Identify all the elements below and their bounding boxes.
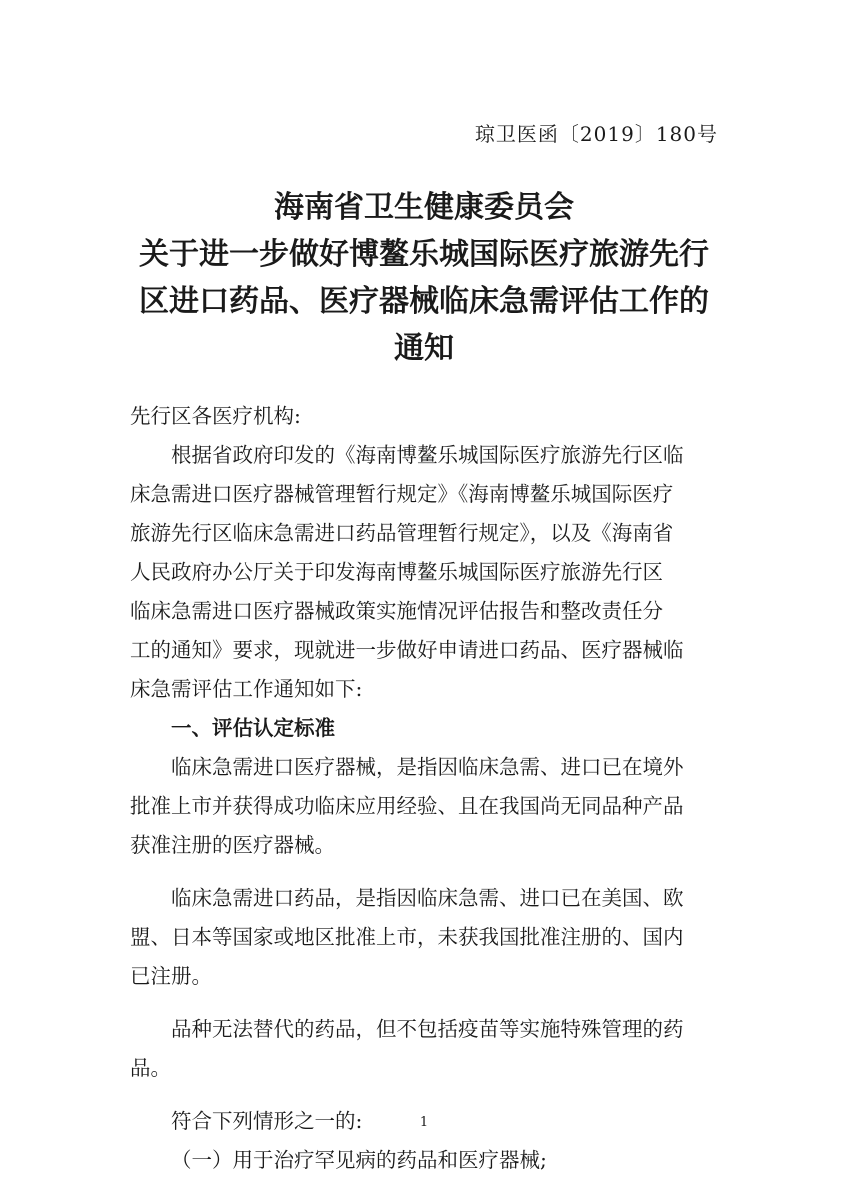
paragraph-line: 已注册。 (130, 964, 212, 988)
paragraph-line: 人民政府办公厅关于印发海南博鳌乐城国际医疗旅游先行区 (130, 560, 663, 584)
device-definition-paragraph (130, 748, 720, 865)
paragraph-line: 品种无法替代的药品，但不包括疫苗等实施特殊管理的药 (171, 1017, 684, 1041)
page-number: 1 (419, 1115, 429, 1130)
title-line: 通知 (394, 331, 454, 366)
drug-definition-paragraph (130, 879, 720, 996)
title-line: 关于进一步做好博鳌乐城国际医疗旅游先行 (139, 237, 709, 272)
document-title (120, 184, 728, 372)
intro-paragraph (130, 436, 720, 709)
paragraph-line: 旅游先行区临床急需进口药品管理暂行规定》，以及《海南省 (130, 521, 674, 545)
paragraph-line: 品。 (130, 1056, 171, 1080)
salutation: 先行区各医疗机构: (130, 404, 301, 428)
document-body (130, 397, 720, 1180)
title-line: 区进口药品、医疗器械临床急需评估工作的 (139, 284, 709, 319)
title-line: 海南省卫生健康委员会 (274, 190, 574, 225)
paragraph-line: 工的通知》要求，现就进一步做好申请进口药品、医疗器械临 (130, 638, 684, 662)
paragraph-line: 临床急需进口医疗器械，是指因临床急需、进口已在境外 (171, 755, 684, 779)
paragraph-line: 床急需进口医疗器械管理暂行规定》《海南博鳌乐城国际医疗 (130, 482, 674, 506)
paragraph-line: 获准注册的医疗器械。 (130, 833, 335, 857)
paragraph-line: 临床急需进口医疗器械政策实施情况评估报告和整改责任分 (130, 599, 663, 623)
condition-item: （一）用于治疗罕见病的药品和医疗器械; (171, 1148, 547, 1172)
exclusion-paragraph (130, 1010, 720, 1088)
paragraph-line: 批准上市并获得成功临床应用经验、且在我国尚无同品种产品 (130, 794, 684, 818)
section-heading: 一、评估认定标准 (171, 716, 335, 740)
paragraph-line: 临床急需进口药品，是指因临床急需、进口已在美国、欧 (171, 886, 684, 910)
paragraph-line: 床急需评估工作通知如下: (130, 677, 363, 701)
paragraph-line: 盟、日本等国家或地区批准上市，未获我国批准注册的、国内 (130, 925, 684, 949)
document-number: 琼卫医函〔2019〕180号 (474, 122, 718, 146)
paragraph-line: 根据省政府印发的《海南博鳌乐城国际医疗旅游先行区临 (171, 443, 684, 467)
conditions-intro: 符合下列情形之一的: (171, 1109, 363, 1133)
